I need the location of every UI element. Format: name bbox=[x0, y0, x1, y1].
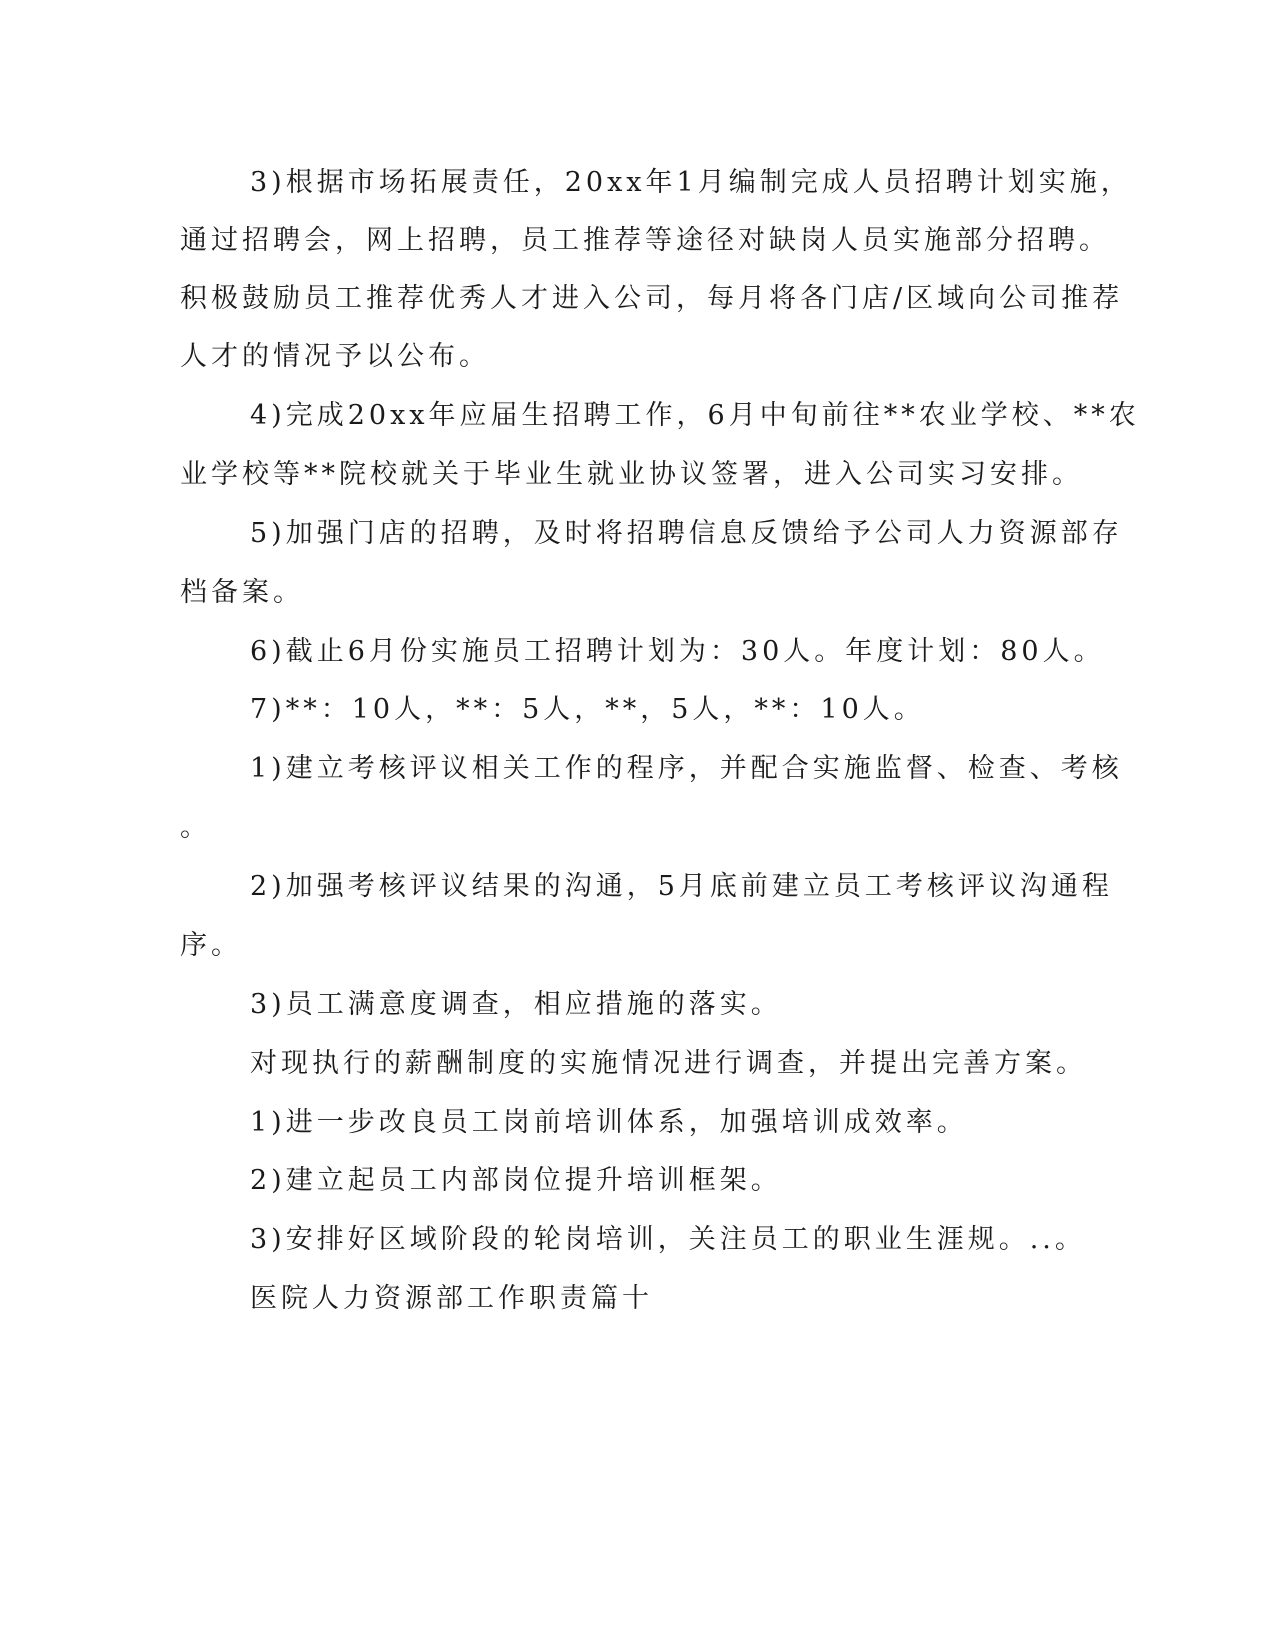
text-line: 1)进一步改良员工岗前培训体系，加强培训成效率。 bbox=[250, 1107, 968, 1138]
text-line: 7)**：10人，**：5人，**，5人，**：10人。 bbox=[250, 694, 925, 725]
text-line: 4)完成20xx年应届生招聘工作，6月中旬前往**农业学校、**农 bbox=[250, 400, 1140, 431]
text-line: 3)员工满意度调查，相应措施的落实。 bbox=[250, 989, 782, 1020]
text-line: 对现执行的薪酬制度的实施情况进行调查，并提出完善方案。 bbox=[250, 1048, 1087, 1079]
text-line: 人才的情况予以公布。 bbox=[180, 341, 490, 372]
text-line: 1)建立考核评议相关工作的程序，并配合实施监督、检查、考核 bbox=[250, 753, 1123, 784]
text-line: 通过招聘会，网上招聘，员工推荐等途径对缺岗人员实施部分招聘。 bbox=[180, 225, 1110, 256]
text-line: 6)截止6月份实施员工招聘计划为：30人。年度计划：80人。 bbox=[250, 636, 1105, 667]
text-line: 3)根据市场拓展责任，20xx年1月编制完成人员招聘计划实施， bbox=[250, 167, 1132, 198]
text-line: 业学校等**院校就关于毕业生就业协议签署，进入公司实习安排。 bbox=[180, 459, 1083, 490]
text-line: 档备案。 bbox=[180, 577, 304, 608]
text-line: 。 bbox=[180, 812, 211, 843]
text-line: 5)加强门店的招聘，及时将招聘信息反馈给予公司人力资源部存 bbox=[250, 518, 1123, 549]
section-heading: 医院人力资源部工作职责篇十 bbox=[250, 1283, 653, 1314]
text-line: 积极鼓励员工推荐优秀人才进入公司，每月将各门店/区域向公司推荐 bbox=[180, 283, 1124, 314]
text-line: 2)加强考核评议结果的沟通，5月底前建立员工考核评议沟通程 bbox=[250, 871, 1113, 902]
text-line: 序。 bbox=[180, 930, 242, 961]
text-line: 3)安排好区域阶段的轮岗培训，关注员工的职业生涯规。..。 bbox=[250, 1224, 1086, 1255]
text-line: 2)建立起员工内部岗位提升培训框架。 bbox=[250, 1165, 782, 1196]
